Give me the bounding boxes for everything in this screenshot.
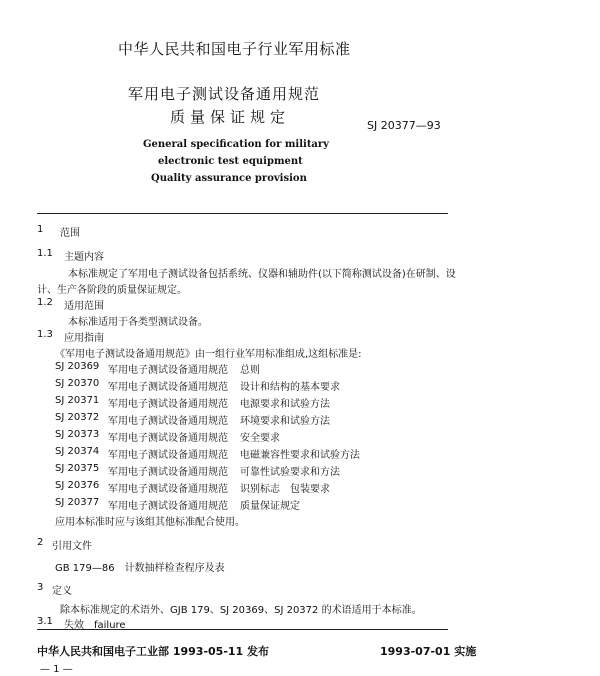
section-1-2-para: 本标准适用于各类型测试设备。 [68,317,208,328]
standard-number: SJ 20377—93 [367,119,441,132]
section-1-3-closing: 应用本标准时应与该组其他标准配合使用。 [55,517,245,528]
std-part: 设计和结构的基本要求 [240,382,340,393]
std-code: SJ 20373 [55,429,100,440]
std-part: 识别标志 包装要求 [240,484,330,495]
section-2-number: 2 [37,537,44,548]
std-code: SJ 20376 [55,480,100,491]
std-title: 军用电子测试设备通用规范 [108,416,228,427]
std-part: 电源要求和试验方法 [240,399,330,410]
section-1-1-para-line-1: 本标准规定了军用电子测试设备包括系统、仪器和辅助件(以下简称测试设备)在研制、设 [68,269,456,280]
english-title-line-3: Quality assurance provision [151,173,307,184]
std-part: 安全要求 [240,433,280,444]
section-1-1-number: 1.1 [37,248,53,259]
std-title: 军用电子测试设备通用规范 [108,467,228,478]
std-code: SJ 20371 [55,395,100,406]
section-1-1-para-line-2: 计、生产各阶段的质量保证规定。 [37,285,187,296]
std-code: SJ 20369 [55,361,100,372]
section-3-para: 除本标准规定的术语外、GJB 179、SJ 20369、SJ 20372 的术语适用于本标准。 [60,605,422,616]
standard-title: 军用电子测试设备通用规范 [128,85,321,103]
std-part: 环境要求和试验方法 [240,416,330,427]
std-part: 质量保证规定 [240,501,300,512]
section-1-3-intro: 《军用电子测试设备通用规范》由一组行业军用标准组成,这组标准是: [55,349,362,360]
std-code: SJ 20372 [55,412,100,423]
std-code: SJ 20375 [55,463,100,474]
std-title: 军用电子测试设备通用规范 [108,382,228,393]
std-part: 总则 [240,365,260,376]
std-part: 电磁兼容性要求和试验方法 [240,450,360,461]
page-number: — 1 — [40,664,73,675]
std-title: 军用电子测试设备通用规范 [108,501,228,512]
std-title: 军用电子测试设备通用规范 [108,365,228,376]
standard-subtitle: 质量保证规定 [170,108,291,126]
effective-date: 1993-07-01 实施 [380,645,477,658]
section-1-3-number: 1.3 [37,329,53,340]
section-3-heading: 定义 [52,586,72,597]
std-title: 军用电子测试设备通用规范 [108,484,228,495]
bottom-divider [37,629,448,630]
section-3-1-number: 3.1 [37,616,53,627]
english-title-line-1: General specification for military [143,139,329,150]
section-3-number: 3 [37,582,44,593]
english-title-line-2: electronic test equipment [158,156,303,167]
section-1-heading: 范围 [60,228,80,239]
std-title: 军用电子测试设备通用规范 [108,433,228,444]
std-title: 军用电子测试设备通用规范 [108,450,228,461]
section-1-2-number: 1.2 [37,297,53,308]
std-part: 可靠性试验要求和方法 [240,467,340,478]
section-2-heading: 引用文件 [52,541,92,552]
std-code: SJ 20374 [55,446,100,457]
section-1-3-heading: 应用指南 [64,333,104,344]
top-divider [37,213,448,214]
section-1-1-heading: 主题内容 [64,252,104,263]
issue-date: 中华人民共和国电子工业部 1993-05-11 发布 [37,645,270,658]
section-1-2-heading: 适用范围 [64,301,104,312]
section-2-reference: GB 179—86 计数抽样检查程序及表 [55,563,225,574]
section-1-number: 1 [37,224,44,235]
std-code: SJ 20377 [55,497,100,508]
std-code: SJ 20370 [55,378,100,389]
issuer-header: 中华人民共和国电子行业军用标准 [118,40,351,58]
section-3-1-heading: 失效 failure [64,620,126,631]
std-title: 军用电子测试设备通用规范 [108,399,228,410]
